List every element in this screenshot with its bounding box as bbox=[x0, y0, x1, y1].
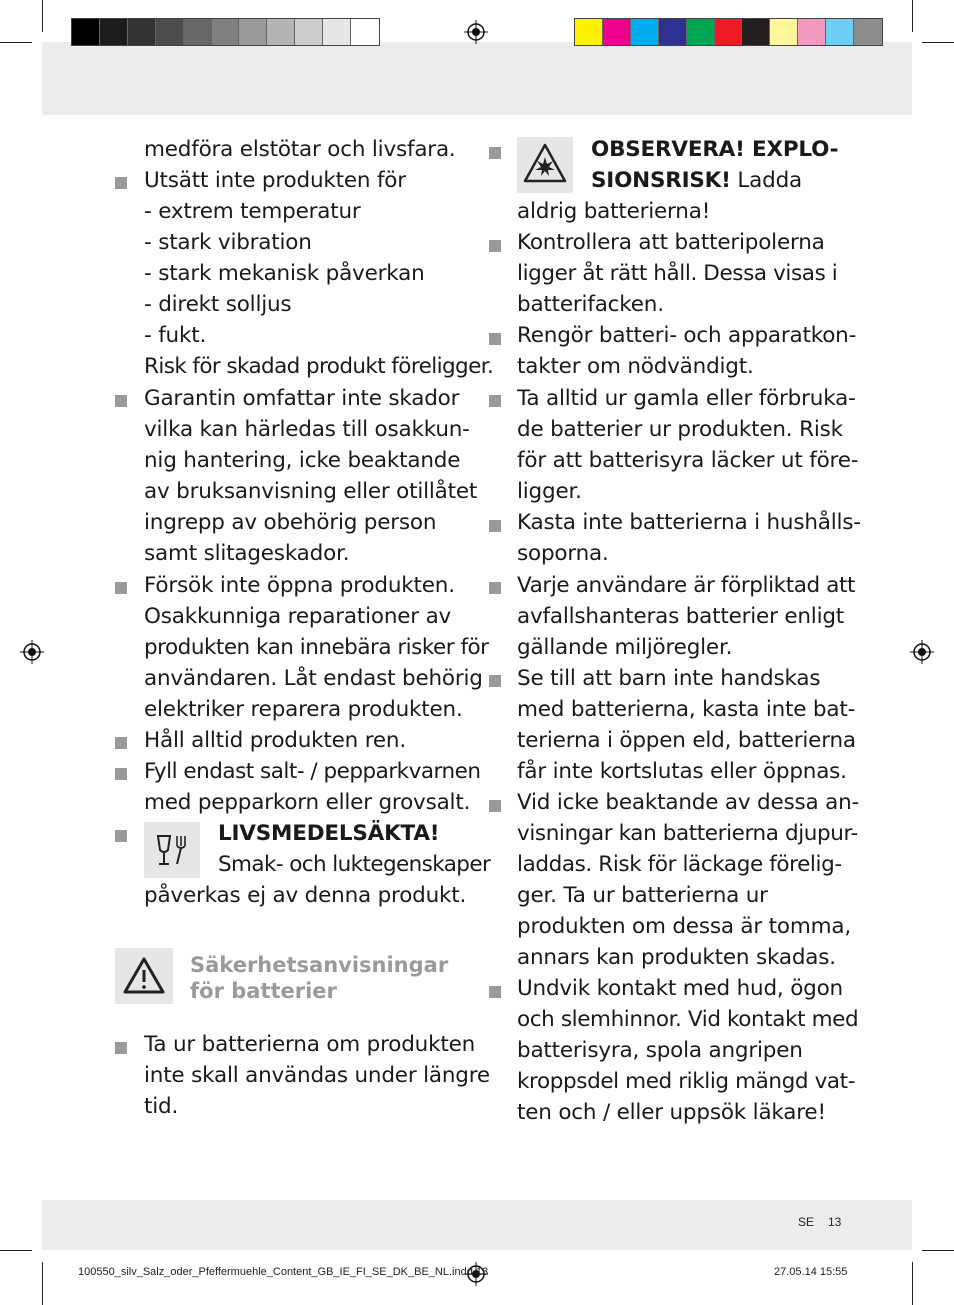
color-swatch bbox=[715, 19, 743, 45]
explosion-warning-icon bbox=[517, 137, 573, 193]
print-date: 27.05.14 15:55 bbox=[774, 1266, 848, 1278]
section-heading: Säkerhetsanvisningar bbox=[190, 953, 449, 977]
body-line: nig hantering, icke beaktande bbox=[144, 448, 461, 473]
explosion-warning-line bbox=[591, 165, 802, 196]
body-line: Varje användare är förpliktad att bbox=[517, 573, 856, 598]
warning-triangle-icon bbox=[115, 948, 173, 1004]
crop-mark bbox=[42, 0, 43, 32]
body-line: avfallshanteras batterier enligt bbox=[517, 604, 845, 629]
body-line: med pepparkorn eller grovsalt. bbox=[144, 790, 471, 815]
body-line: Ta ur batterierna om produkten bbox=[144, 1032, 476, 1057]
explosion-warning-rest: Ladda bbox=[730, 168, 803, 193]
color-swatch bbox=[742, 19, 770, 45]
body-line: påverkas ej av denna produkt. bbox=[144, 883, 467, 908]
color-swatch bbox=[239, 19, 267, 45]
body-line: Vid icke beaktande av dessa an- bbox=[517, 790, 860, 815]
color-swatch bbox=[100, 19, 128, 45]
glass-fork-icon bbox=[144, 822, 200, 878]
section-heading: för batterier bbox=[190, 979, 337, 1003]
body-line: Undvik kontakt med hud, ögon bbox=[517, 976, 843, 1001]
body-line: ligger åt rätt håll. Dessa visas i bbox=[517, 261, 838, 286]
color-strip bbox=[574, 18, 883, 46]
color-swatch bbox=[687, 19, 715, 45]
body-line: - extrem temperatur bbox=[144, 199, 361, 224]
body-line: Garantin omfattar inte skador bbox=[144, 386, 460, 411]
body-line: batterisyra, spola angripen bbox=[517, 1038, 803, 1063]
color-swatch bbox=[770, 19, 798, 45]
body-line: - direkt solljus bbox=[144, 292, 292, 317]
body-line: Kontrollera att batteripolerna bbox=[517, 230, 825, 255]
color-swatch bbox=[128, 19, 156, 45]
bullet-square bbox=[489, 147, 501, 159]
crop-mark bbox=[922, 1250, 954, 1251]
body-line: Rengör batteri- och apparatkon- bbox=[517, 323, 857, 348]
bullet-square bbox=[489, 986, 501, 998]
body-line: inte skall användas under längre bbox=[144, 1063, 490, 1088]
body-line: Ta alltid ur gamla eller förbruka- bbox=[517, 386, 856, 411]
bullet-square bbox=[489, 395, 501, 407]
body-line: gällande miljöregler. bbox=[517, 635, 733, 660]
color-swatch bbox=[659, 19, 687, 45]
warning-symbol bbox=[115, 948, 173, 1004]
body-line: av bruksanvisning eller otillåtet bbox=[144, 479, 478, 504]
body-line: Risk för skadad produkt föreligger. bbox=[144, 354, 494, 379]
explosion-warning-symbol bbox=[517, 137, 573, 193]
color-swatch bbox=[184, 19, 212, 45]
body-line: laddas. Risk för läckage förelig- bbox=[517, 852, 842, 877]
body-line: visningar kan batterierna djupur- bbox=[517, 821, 858, 846]
bullet-square bbox=[489, 240, 501, 252]
body-line: och slemhinnor. Vid kontakt med bbox=[517, 1007, 859, 1032]
color-swatch bbox=[212, 19, 240, 45]
body-line: produkten om dessa är tomma, bbox=[517, 914, 851, 939]
body-line: får inte kortslutas eller öppnas. bbox=[517, 759, 847, 784]
color-swatch bbox=[603, 19, 631, 45]
crop-mark bbox=[0, 42, 32, 43]
bullet-square bbox=[115, 177, 127, 189]
registration-mark-icon bbox=[464, 20, 488, 44]
color-swatch bbox=[72, 19, 100, 45]
body-line: aldrig batterierna! bbox=[517, 199, 711, 224]
bullet-square bbox=[115, 1042, 127, 1054]
page-language: SE bbox=[798, 1215, 815, 1229]
body-line: de batterier ur produkten. Risk bbox=[517, 417, 843, 442]
registration-mark-icon bbox=[20, 640, 44, 664]
explosion-warning-title: OBSERVERA! EXPLO- bbox=[591, 137, 839, 162]
footer-band bbox=[42, 1200, 912, 1250]
page-number: 13 bbox=[828, 1215, 842, 1229]
body-line: Försök inte öppna produkten. bbox=[144, 573, 455, 598]
color-swatch bbox=[798, 19, 826, 45]
body-line: elektriker reparera produkten. bbox=[144, 697, 463, 722]
body-line: terierna i öppen eld, batterierna bbox=[517, 728, 856, 753]
food-safe-symbol bbox=[144, 822, 200, 878]
crop-mark bbox=[912, 0, 913, 32]
body-line: soporna. bbox=[517, 541, 609, 566]
food-safe-title: LIVSMEDELSÄKTA! bbox=[218, 821, 440, 846]
bullet-square bbox=[489, 333, 501, 345]
body-line: Håll alltid produkten ren. bbox=[144, 728, 406, 753]
body-line: - stark mekanisk påverkan bbox=[144, 261, 425, 286]
body-line: Se till att barn inte handskas bbox=[517, 666, 821, 691]
body-line: - stark vibration bbox=[144, 230, 312, 255]
body-line: samt slitageskador. bbox=[144, 541, 350, 566]
color-swatch bbox=[826, 19, 854, 45]
body-line: ger. Ta ur batterierna ur bbox=[517, 883, 768, 908]
crop-mark bbox=[912, 1262, 913, 1305]
body-line: Utsätt inte produkten för bbox=[144, 168, 406, 193]
bullet-square bbox=[115, 582, 127, 594]
crop-mark bbox=[0, 1250, 32, 1251]
crop-mark bbox=[922, 42, 954, 43]
body-line: Kasta inte batterierna i hushålls- bbox=[517, 510, 861, 535]
bullet-square bbox=[489, 800, 501, 812]
header-band bbox=[42, 42, 912, 115]
bullet-square bbox=[489, 582, 501, 594]
body-line: - fukt. bbox=[144, 323, 207, 348]
color-swatch bbox=[351, 19, 379, 45]
body-line: Fyll endast salt- / pepparkvarnen bbox=[144, 759, 481, 784]
bullet-square bbox=[115, 830, 127, 842]
color-swatch bbox=[854, 19, 882, 45]
crop-mark bbox=[42, 1262, 43, 1305]
body-line: tid. bbox=[144, 1094, 179, 1119]
body-line: vilka kan härledas till osakkun- bbox=[144, 417, 470, 442]
color-swatch bbox=[575, 19, 603, 45]
bullet-square bbox=[115, 768, 127, 780]
body-line: batterifacken. bbox=[517, 292, 664, 317]
color-swatch bbox=[295, 19, 323, 45]
body-line: ingrepp av obehörig person bbox=[144, 510, 437, 535]
body-line: Smak- och luktegenskaper bbox=[218, 852, 491, 877]
body-line: användaren. Låt endast behörig bbox=[144, 666, 483, 691]
bullet-square bbox=[115, 737, 127, 749]
color-swatch bbox=[156, 19, 184, 45]
body-line: med batterierna, kasta inte bat- bbox=[517, 697, 856, 722]
registration-mark-icon bbox=[910, 640, 934, 664]
color-swatch bbox=[323, 19, 351, 45]
grayscale-strip bbox=[71, 18, 380, 46]
body-line: för att batterisyra läcker ut före- bbox=[517, 448, 859, 473]
bullet-square bbox=[115, 395, 127, 407]
bullet-square bbox=[489, 520, 501, 532]
body-line: Osakkunniga reparationer av bbox=[144, 604, 452, 629]
body-line: ligger. bbox=[517, 479, 582, 504]
body-line: ten och / eller uppsök läkare! bbox=[517, 1100, 826, 1125]
bullet-square bbox=[489, 675, 501, 687]
body-line: produkten kan innebära risker för bbox=[144, 635, 489, 660]
color-swatch bbox=[631, 19, 659, 45]
body-line: medföra elstötar och livsfara. bbox=[144, 137, 456, 162]
body-line: kroppsdel med riklig mängd vat- bbox=[517, 1069, 856, 1094]
explosion-warning-bold: SIONSRISK! bbox=[591, 168, 731, 193]
body-line: annars kan produkten skadas. bbox=[517, 945, 836, 970]
file-info: 100550_silv_Salz_oder_Pfeffermuehle_Content_GB_IE_FI_SE_DK_BE_NL.indd 13 bbox=[78, 1266, 489, 1278]
color-swatch bbox=[267, 19, 295, 45]
body-line: takter om nödvändigt. bbox=[517, 354, 754, 379]
